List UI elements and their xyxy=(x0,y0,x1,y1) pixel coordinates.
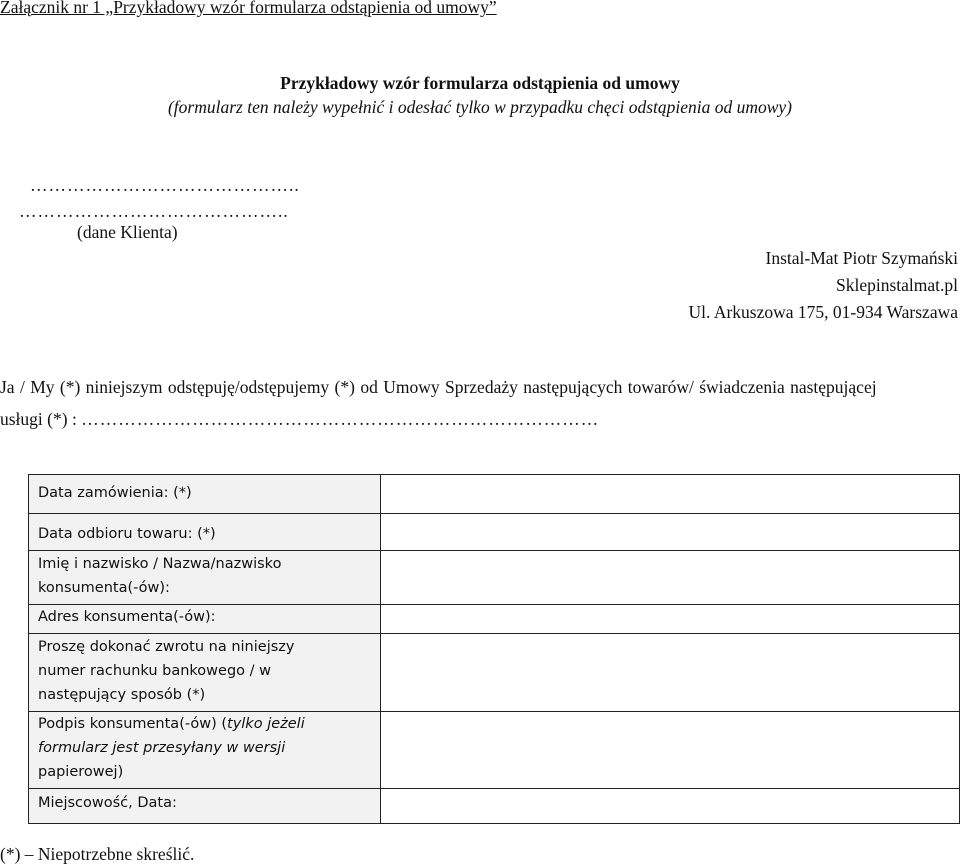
refund-method-label: Proszę dokonać zwrotu na niniejszy numer rachunku bankowego / w następujący sposób (*) xyxy=(29,634,381,712)
consumer-address-field[interactable] xyxy=(380,605,959,634)
table-row xyxy=(29,475,960,514)
seller-website: Sklepinstalmat.pl xyxy=(835,275,958,295)
signature-label: Podpis konsumenta(-ów) (tylko jeżeli formularz jest przesyłany w wersji papierowej) xyxy=(29,712,381,789)
table-row xyxy=(29,712,960,789)
client-data-dots-line-1: …………………………………….. xyxy=(30,175,300,195)
signature-field[interactable] xyxy=(380,712,959,789)
order-date-label: Data zamówienia: (*) xyxy=(29,475,381,514)
table-row xyxy=(29,514,960,551)
withdrawal-form-table xyxy=(28,474,960,824)
seller-name: Instal-Mat Piotr Szymański xyxy=(765,248,958,268)
form-subtitle: (formularz ten należy wypełnić i odesłać tylko w przypadku chęci odstąpienia od umowy) xyxy=(167,97,793,117)
declaration-fill-dots: ………………………………………………………………………… xyxy=(81,409,600,429)
client-data-label: (dane Klienta) xyxy=(77,222,178,242)
declaration-line-2-prefix: usługi (*) : xyxy=(0,409,82,429)
table-row xyxy=(29,551,960,605)
consumer-address-label: Adres konsumenta(-ów): xyxy=(29,605,381,634)
place-date-field[interactable] xyxy=(380,789,959,824)
table-row xyxy=(29,634,960,712)
consumer-name-label: Imię i nazwisko / Nazwa/nazwisko konsumenta(-ów): xyxy=(29,551,381,605)
footnote: (*) – Niepotrzebne skreślić. xyxy=(0,844,195,864)
client-data-dots-line-2: …………………………………….. xyxy=(19,201,289,221)
seller-address: Ul. Arkuszowa 175, 01-934 Warszawa xyxy=(688,302,958,322)
declaration-line-1: Ja / My (*) niniejszym odstępuję/odstępujemy (*) od Umowy Sprzedaży następujących towarów/ świadczenia następującej xyxy=(0,377,877,397)
declaration-line-2 xyxy=(0,409,599,430)
receipt-date-field[interactable] xyxy=(380,514,959,551)
consumer-name-field[interactable] xyxy=(380,551,959,605)
form-title: Przykładowy wzór formularza odstąpienia od umowy xyxy=(280,73,680,93)
refund-method-field[interactable] xyxy=(380,634,959,712)
table-row xyxy=(29,605,960,634)
table-row xyxy=(29,789,960,824)
receipt-date-label: Data odbioru towaru: (*) xyxy=(29,514,381,551)
annex-title: Załącznik nr 1 „Przykładowy wzór formularza odstąpienia od umowy” xyxy=(0,0,497,17)
order-date-field[interactable] xyxy=(380,475,959,514)
place-date-label: Miejscowość, Data: xyxy=(29,789,381,824)
